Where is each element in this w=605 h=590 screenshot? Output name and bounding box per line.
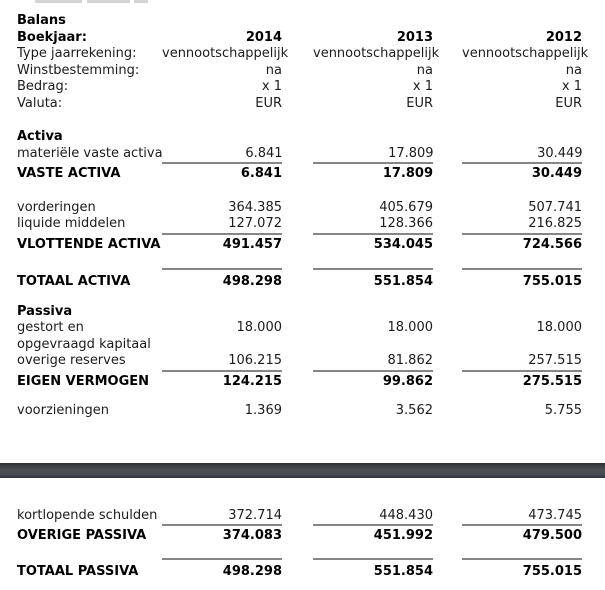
row-value-2014: 127.072	[228, 216, 282, 231]
row-value-2014: 18.000	[236, 320, 282, 335]
row-value-2014: 372.714	[228, 507, 282, 523]
row-value-2012: 724.566	[462, 233, 582, 254]
row-value-2013: 534.045	[313, 233, 433, 254]
row-label: Boekjaar:	[17, 29, 87, 45]
row-totaal-activa	[0, 268, 605, 291]
row-label: Passiva	[17, 303, 73, 319]
row-value-2014: EUR	[255, 95, 282, 111]
row-label: Bedrag:	[17, 79, 69, 94]
row-value-2014: 498.298	[162, 558, 282, 581]
row-value-2013: 448.430	[379, 507, 433, 523]
row-voorzieningen	[0, 403, 605, 420]
row-value-2013: 2013	[396, 29, 433, 45]
row-value-2014: na	[265, 62, 282, 78]
row-materi-le-vaste-activa	[0, 146, 605, 163]
row-value-2012: 2012	[545, 29, 582, 45]
row-value-2012: 18.000	[536, 320, 582, 335]
row-value-2014: 2014	[245, 29, 282, 45]
row-label: vorderingen	[17, 199, 96, 215]
row-value-2012: 216.825	[528, 216, 582, 231]
row-spacer	[0, 291, 605, 304]
row-value-2013: 17.809	[388, 145, 434, 161]
row-value-2012: x 1	[561, 79, 582, 94]
row-value-2012: 507.741	[528, 199, 582, 215]
row-spacer	[0, 478, 605, 508]
row-label: Valuta:	[17, 95, 63, 111]
row-vaste-activa	[0, 162, 605, 183]
row-label: VASTE ACTIVA	[17, 166, 121, 181]
row-label: gestort en opgevraagd kapitaal	[17, 320, 151, 352]
row-label: liquide middelen	[17, 216, 126, 231]
row-value-2014: 6.841	[162, 162, 282, 183]
row-label: kortlopende schulden	[17, 507, 158, 523]
row-label: materiële vaste activa	[17, 145, 163, 161]
row-balans	[0, 13, 605, 30]
row-label: Winstbestemming:	[17, 62, 140, 78]
row-value-2013: 17.809	[313, 162, 433, 183]
row-kortlopende-schulden	[0, 508, 605, 525]
row-value-2013: 551.854	[313, 558, 433, 581]
row-value-2013: 405.679	[379, 199, 433, 215]
row-value-2012: 473.745	[528, 507, 582, 523]
row-label: Balans	[17, 13, 66, 28]
row-value-2012: 30.449	[537, 145, 583, 161]
row-vlottende-activa	[0, 233, 605, 254]
row-valuta	[0, 96, 605, 113]
row-value-2012: na	[565, 62, 582, 78]
row-spacer	[0, 112, 605, 129]
row-value-2012: 5.755	[544, 403, 582, 418]
row-spacer	[0, 545, 605, 558]
row-value-2012: 755.015	[462, 268, 582, 291]
row-value-2012: 479.500	[462, 524, 582, 545]
row-bedrag	[0, 79, 605, 96]
cropped-text-fragment	[87, 0, 130, 3]
row-label: Type jaarrekening:	[17, 46, 137, 61]
row-passiva	[0, 304, 605, 321]
row-value-2014: 374.083	[162, 524, 282, 545]
row-value-2014: 364.385	[228, 199, 282, 215]
row-value-2012: EUR	[555, 95, 582, 111]
row-value-2014: 6.841	[245, 145, 283, 161]
row-value-2014: 124.215	[162, 370, 282, 391]
row-value-2012: 257.515	[528, 353, 582, 368]
row-activa	[0, 129, 605, 146]
row-value-2013: vennootschappelijk	[313, 46, 440, 61]
row-value-2012: 275.515	[462, 370, 582, 391]
row-value-2013: EUR	[406, 95, 433, 111]
row-label: TOTAAL PASSIVA	[17, 563, 139, 579]
section-divider-bar	[0, 463, 605, 478]
row-value-2013: 551.854	[313, 268, 433, 291]
row-label: TOTAAL ACTIVA	[17, 274, 131, 289]
row-label: voorzieningen	[17, 403, 109, 418]
row-gestort-en-opgevraagd-kapitaal	[0, 320, 605, 353]
row-boekjaar	[0, 30, 605, 47]
row-value-2013: 451.992	[313, 524, 433, 545]
row-liquide-middelen	[0, 216, 605, 233]
row-value-2012: vennootschappelijk	[462, 46, 589, 61]
row-value-2013: 99.862	[313, 370, 433, 391]
row-value-2013: na	[416, 62, 433, 78]
row-eigen-vermogen	[0, 370, 605, 391]
row-value-2014: 1.369	[244, 403, 282, 418]
row-type-jaarrekening	[0, 46, 605, 63]
row-label: EIGEN VERMOGEN	[17, 373, 150, 389]
row-overige-reserves	[0, 353, 605, 370]
row-value-2014: vennootschappelijk	[162, 46, 289, 61]
row-value-2012: 30.449	[462, 162, 582, 183]
row-spacer	[0, 420, 605, 463]
row-value-2013: 18.000	[387, 320, 433, 335]
row-value-2014: x 1	[261, 79, 282, 94]
row-totaal-passiva	[0, 558, 605, 581]
row-spacer	[0, 253, 605, 268]
row-value-2014: 106.215	[228, 353, 282, 368]
row-value-2013: x 1	[412, 79, 433, 94]
row-value-2013: 128.366	[379, 216, 433, 231]
row-value-2012: 755.015	[462, 558, 582, 581]
row-value-2014: 498.298	[162, 268, 282, 291]
row-label: OVERIGE PASSIVA	[17, 528, 147, 543]
row-spacer	[0, 183, 605, 200]
row-vorderingen	[0, 200, 605, 217]
row-label: VLOTTENDE ACTIVA	[17, 236, 161, 252]
cropped-text-fragment	[35, 0, 82, 3]
row-overige-passiva	[0, 524, 605, 545]
row-value-2014: 491.457	[162, 233, 282, 254]
cropped-text-fragment	[134, 0, 148, 3]
row-label: Activa	[17, 129, 63, 144]
row-value-2013: 81.862	[387, 353, 433, 368]
row-value-2013: 3.562	[395, 403, 433, 418]
row-spacer	[0, 390, 605, 403]
row-label: overige reserves	[17, 353, 126, 368]
row-winstbestemming	[0, 63, 605, 80]
